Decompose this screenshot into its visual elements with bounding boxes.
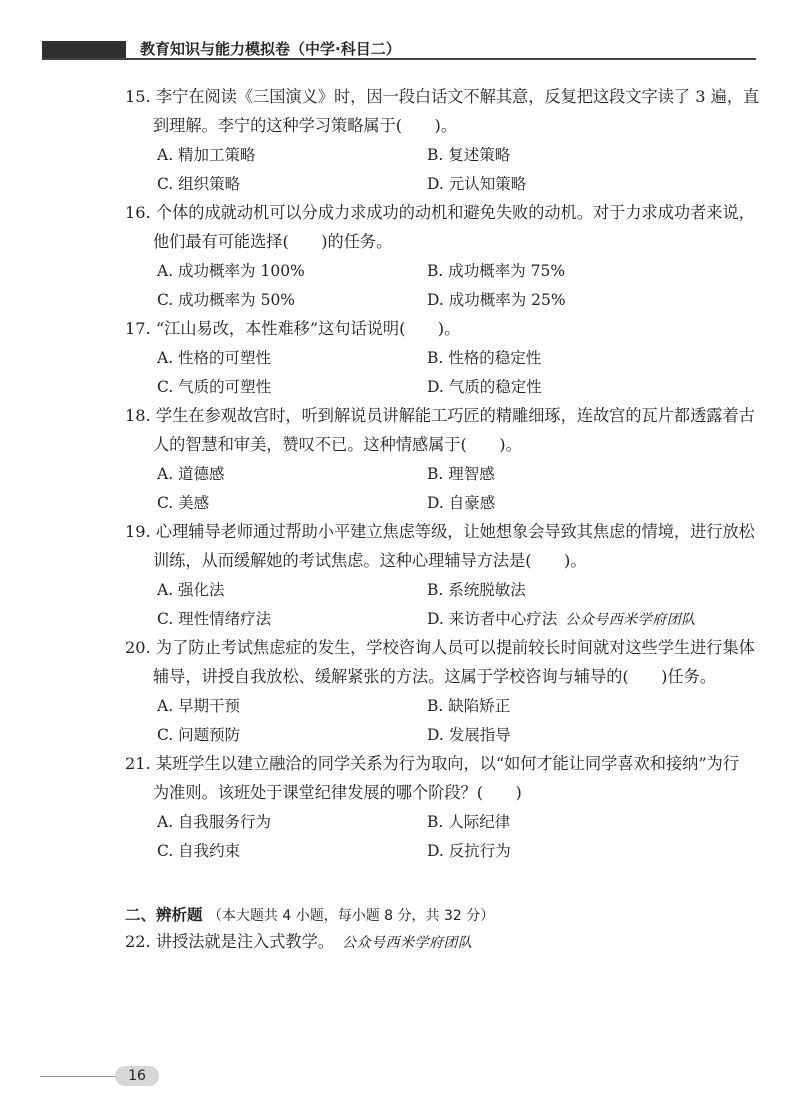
option-c: C. 美感: [157, 494, 210, 512]
question-text: “江山易改，本性难移”这句话说明( )。: [155, 319, 461, 338]
option-d: D. 自豪感: [427, 494, 496, 512]
question-stem-continuation: [153, 231, 392, 253]
question-stem-line: [125, 637, 755, 659]
question-text: 为了防止考试焦虑症的发生，学校咨询人员可以提前较长时间就对这些学生进行集体: [155, 638, 755, 657]
question-stem-continuation: [153, 550, 587, 572]
option-c: C. 组织策略: [157, 175, 241, 193]
option-b: B. 系统脱敏法: [427, 581, 526, 599]
question-stem-continuation: [153, 434, 522, 456]
option-d: D. 气质的稳定性: [427, 378, 542, 396]
question-stem-line: [125, 405, 755, 427]
option-d-watermark: [427, 608, 696, 631]
section-2-note: （本大题共 4 小题，每小题 8 分，共 32 分）: [207, 908, 495, 924]
option-d: D. 来访者中心疗法: [427, 610, 558, 628]
question-text: 个体的成就动机可以分成力求成功的动机和避免失败的动机。对于力求成功者来说，: [155, 203, 755, 222]
header-rule: [42, 58, 756, 60]
question-stem-continuation: [153, 666, 716, 688]
question-number: 21.: [125, 754, 151, 773]
option-c: C. 问题预防: [157, 726, 241, 744]
question-stem-line: [125, 753, 739, 775]
question-number: 20.: [125, 638, 151, 657]
option-a: A. 成功概率为 100%: [157, 262, 305, 280]
option-b: B. 人际纪律: [427, 813, 511, 831]
question-text: 人的智慧和审美，赞叹不已。这种情感属于( )。: [153, 435, 522, 454]
question-text: 为准则。该班处于课堂纪律发展的哪个阶段？( ): [153, 783, 522, 802]
option-d: D. 元认知策略: [427, 175, 527, 193]
option-b: B. 复述策略: [427, 146, 511, 164]
question-number: 18.: [125, 406, 151, 425]
question-text: 训练，从而缓解她的考试焦虑。这种心理辅导方法是( )。: [153, 551, 587, 570]
option-c: C. 自我约束: [157, 842, 241, 860]
option-a: A. 道德感: [157, 465, 225, 483]
question-22: [125, 931, 472, 954]
question-text: 辅导，讲授自我放松、缓解紧张的方法。这属于学校咨询与辅导的( )任务。: [153, 667, 717, 686]
page-number: 16: [115, 1066, 159, 1086]
option-c: C. 成功概率为 50%: [157, 291, 296, 309]
page-header: [0, 0, 800, 70]
option-a: A. 性格的可塑性: [157, 349, 272, 367]
question-text: 他们最有可能选择( )的任务。: [153, 232, 393, 251]
option-a: A. 精加工策略: [157, 146, 256, 164]
question-number: 15.: [125, 87, 151, 106]
question-number: 16.: [125, 203, 151, 222]
option-a: A. 强化法: [157, 581, 225, 599]
header-decor-bar: [42, 41, 126, 58]
question-number: 22.: [125, 932, 151, 951]
question-stem-line: [125, 86, 759, 108]
question-stem-continuation: [153, 782, 522, 804]
question-number: 17.: [125, 319, 151, 338]
option-b: B. 成功概率为 75%: [427, 262, 566, 280]
question-text: 讲授法就是注入式教学。: [155, 932, 334, 951]
option-b: B. 缺陷矫正: [427, 697, 511, 715]
question-text: 心理辅导老师通过帮助小平建立焦虑等级，让她想象会导致其焦虑的情境，进行放松: [155, 522, 755, 541]
option-c: C. 理性情绪疗法: [157, 610, 272, 628]
header-title: 教育知识与能力模拟卷（中学·科目二）: [140, 40, 401, 58]
question-stem-line: [125, 318, 460, 340]
option-a: A. 早期干预: [157, 697, 241, 715]
question-stem-continuation: [153, 115, 457, 137]
question-text: 某班学生以建立融洽的同学关系为行为取向，以“如何才能让同学喜欢和接纳”为行: [155, 754, 740, 773]
question-number: 19.: [125, 522, 151, 541]
option-d: D. 成功概率为 25%: [427, 291, 566, 309]
question-text: 到理解。李宁的这种学习策略属于( )。: [153, 116, 458, 135]
option-b: B. 性格的稳定性: [427, 349, 542, 367]
option-b: B. 理智感: [427, 465, 495, 483]
section-2-title: 二、辨析题: [125, 906, 203, 924]
option-a: A. 自我服务行为: [157, 813, 272, 831]
question-text: 李宁在阅读《三国演义》时，因一段白话文不解其意，反复把这段文字读了 3 遍，直: [155, 87, 760, 106]
watermark-signature: 公众号西米学府团队: [341, 935, 473, 951]
question-text: 学生在参观故宫时，听到解说员讲解能工巧匠的精雕细琢，连故宫的瓦片都透露着古: [155, 406, 755, 425]
question-stem-line: [125, 521, 755, 543]
watermark-signature: 公众号西米学府团队: [565, 612, 696, 628]
section-2-heading: [125, 903, 494, 925]
option-d: D. 反抗行为: [427, 842, 511, 860]
option-c: C. 气质的可塑性: [157, 378, 272, 396]
option-d: D. 发展指导: [427, 726, 511, 744]
question-stem-line: [125, 202, 755, 224]
